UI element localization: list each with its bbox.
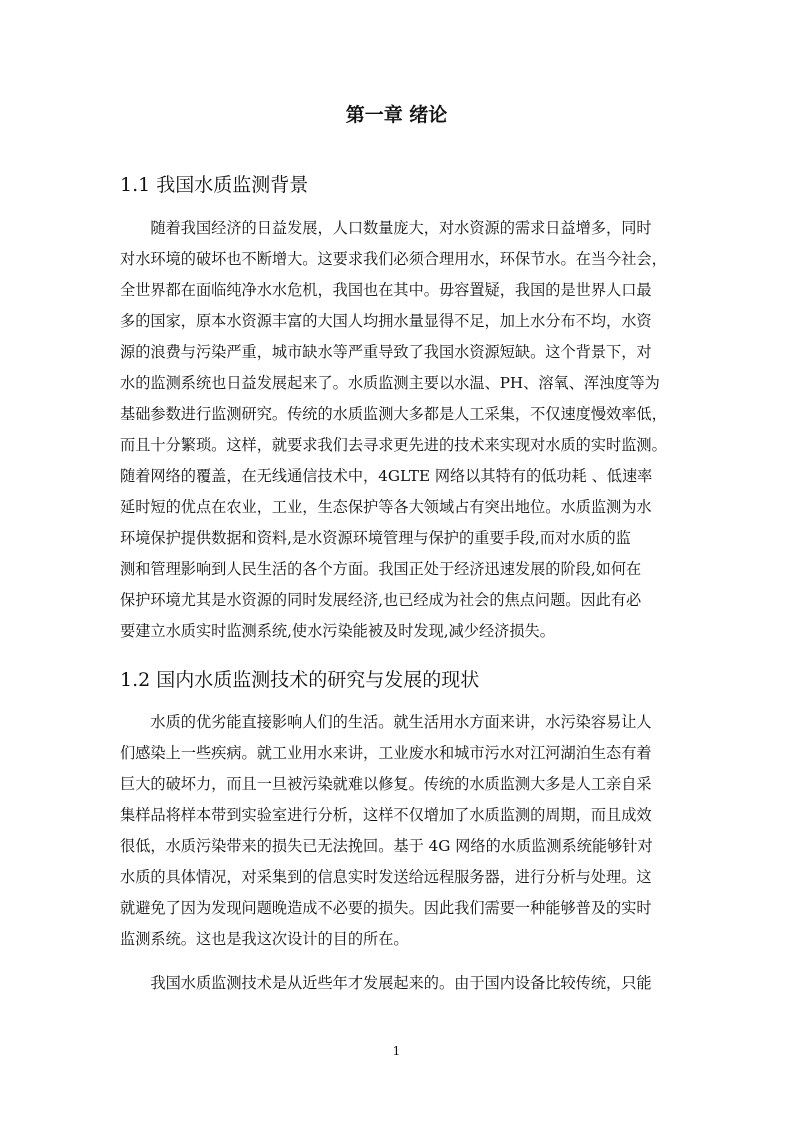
text-line: 集样品将样本带到实验室进行分析，这样不仅增加了水质监测的周期，而且成效 (120, 806, 652, 824)
text-line: 多的国家，原本水资源丰富的大国人均拥水量显得不足，加上水分布不均，水资 (120, 312, 652, 330)
text-line: 保护环境尤其是水资源的同时发展经济,也已经成为社会的焦点问题。因此有必 (120, 591, 642, 609)
paragraph-1-1-a (120, 213, 676, 647)
text-line: 巨大的破坏力，而且一旦被污染就难以修复。传统的水质监测大多是人工亲自采 (120, 775, 652, 793)
page-number: 1 (392, 1044, 401, 1058)
text-line: 随着我国经济的日益发展，人口数量庞大，对水资源的需求日益增多，同时 (120, 219, 652, 237)
section-heading-1-2: 1.2 国内水质监测技术的研究与发展的现状 (120, 669, 480, 691)
paragraph-1-2-a (120, 707, 676, 955)
text-line: 我国水质监测技术是从近些年才发展起来的。由于国内设备比较传统，只能 (120, 974, 652, 992)
text-line: 而且十分繁琐。这样，就要求我们去寻求更先进的技术来实现对水质的实时监测。 (120, 436, 667, 454)
section-heading-1-1: 1.1 我国水质监测背景 (120, 174, 309, 196)
text-line: 环境保护提供数据和资料,是水资源环境管理与保护的重要手段,而对水质的监 (120, 529, 631, 547)
paragraph-1-2-b (120, 968, 676, 999)
text-line: 水质的具体情况，对采集到的信息实时发送给远程服务器，进行分析与处理。这 (120, 868, 652, 886)
chapter-title: 第一章 绪论 (345, 104, 448, 126)
text-line: 水的监测系统也日益发展起来了。水质监测主要以水温、PH、溶氧、浑浊度等为 (120, 374, 660, 392)
text-line: 很低，水质污染带来的损失已无法挽回。基于 4G 网络的水质监测系统能够针对 (120, 837, 653, 855)
text-line: 们感染上一些疾病。就工业用水来讲，工业废水和城市污水对江河湖泊生态有着 (120, 744, 652, 762)
text-line: 全世界都在面临纯净水水危机，我国也在其中。毋容置疑，我国的是世界人口最 (120, 281, 652, 299)
text-line: 延时短的优点在农业，工业，生态保护等各大领域占有突出地位。水质监测为水 (120, 498, 652, 516)
text-line: 随着网络的覆盖，在无线通信技术中，4GLTE 网络以其特有的低功耗 、低速率 (120, 467, 653, 485)
text-line: 就避免了因为发现问题晚造成不必要的损失。因此我们需要一种能够普及的实时 (120, 899, 652, 917)
text-line: 测和管理影响到人民生活的各个方面。我国正处于经济迅速发展的阶段,如何在 (120, 560, 642, 578)
text-line: 要建立水质实时监测系统,使水污染能被及时发现,减少经济损失。 (120, 622, 555, 640)
text-line: 基础参数进行监测研究。传统的水质监测大多都是人工采集，不仅速度慢效率低， (120, 405, 667, 423)
text-line: 监测系统。这也是我这次设计的目的所在。 (120, 930, 409, 948)
text-line: 水质的优劣能直接影响人们的生活。就生活用水方面来讲，水污染容易让人 (120, 713, 652, 731)
text-line: 对水环境的破坏也不断增大。这要求我们必须合理用水，环保节水。在当今社会， (120, 250, 667, 268)
text-line: 源的浪费与污染严重，城市缺水等严重导致了我国水资源短缺。这个背景下，对 (120, 343, 652, 361)
